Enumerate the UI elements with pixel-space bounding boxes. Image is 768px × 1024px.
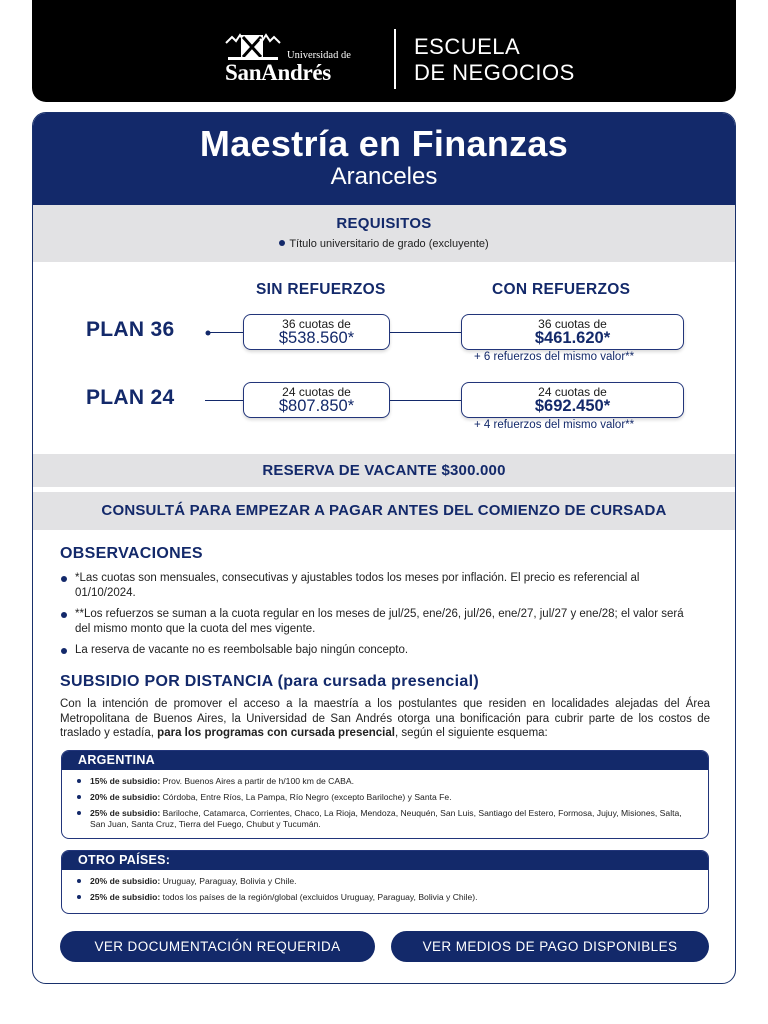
list-item <box>90 892 696 903</box>
page-subtitle: Aranceles <box>330 163 438 190</box>
subsidy-regions: Bariloche, Catamarca, Corrientes, Chaco, La Rioja, Mendoza, Neuquén, San Luis, Santiago del Estero, Formosa, Jujuy, Misiones, Salta, San Juan, Santa Cruz, Tierra del Fuego, Chubut y Tucumán. <box>90 808 682 829</box>
subsidy-label: 20% de subsidio: <box>90 792 161 802</box>
subsidy-label: 20% de subsidio: <box>90 876 161 886</box>
view-documentation-button[interactable]: VER DOCUMENTACIÓN REQUERIDA <box>60 931 375 962</box>
subsidy-regions: Prov. Buenos Aires a partir de h/100 km de CABA. <box>160 776 354 786</box>
view-payment-methods-button[interactable]: VER MEDIOS DE PAGO DISPONIBLES <box>391 931 709 962</box>
requirements-item <box>33 238 735 250</box>
plan-36-label: PLAN 36 <box>86 318 175 341</box>
bullet-icon <box>61 612 67 618</box>
consult-band: CONSULTÁ PARA EMPEZAR A PAGAR ANTES DEL COMIENZO DE CURSADA <box>33 492 735 530</box>
argentina-title: ARGENTINA <box>62 751 708 770</box>
bullet-icon <box>61 576 67 582</box>
subsidy-label: 25% de subsidio: <box>90 892 161 902</box>
connector-dot-icon <box>204 329 212 337</box>
requirements-title: REQUISITOS <box>336 215 432 232</box>
bullet-icon <box>279 240 285 246</box>
school-line-2: DE NEGOCIOS <box>414 60 575 85</box>
connector-line <box>390 400 461 401</box>
requirements-item-text: Título universitario de grado (excluyente) <box>289 238 489 250</box>
subsidy-label: 15% de subsidio: <box>90 776 161 786</box>
argentina-list <box>62 770 708 830</box>
requirements-section <box>33 205 735 262</box>
connector-line <box>390 332 461 333</box>
argentina-box <box>61 750 709 839</box>
observation-item <box>61 607 701 637</box>
university-name: SanAndrés <box>225 60 331 85</box>
subsidy-regions: todos los países de la región/global (excluidos Uruguay, Paraguay, Bolivia y Chile). <box>160 892 478 902</box>
subsidy-intro-end: , según el siguiente esquema: <box>394 727 548 739</box>
plan-36-with-note: + 6 refuerzos del mismo valor** <box>474 351 635 363</box>
observation-item <box>61 571 701 601</box>
subsidy-intro <box>60 697 710 741</box>
reserve-band: RESERVA DE VACANTE $300.000 <box>33 454 735 487</box>
subsidy-label: 25% de subsidio: <box>90 808 161 818</box>
plan-24-with-price: $692.450* <box>534 397 611 415</box>
plan-36-without-installments: 36 cuotas de <box>282 317 351 331</box>
subsidy-regions: Córdoba, Entre Ríos, La Pampa, Río Negro (excepto Bariloche) y Santa Fe. <box>160 792 452 802</box>
subsidy-intro-text: Con la intención de promover el acceso a la maestría a los postulantes que residen en localidades alejadas del Área Metropolitana de Buenos Aires, la Universidad de San Andrés otorga una bonificación para cubrir parte de los costos de traslado y estadía, <box>60 698 710 739</box>
plan-24-with-installments: 24 cuotas de <box>538 385 607 399</box>
subsidy-regions: Uruguay, Paraguay, Bolivia y Chile. <box>160 876 297 886</box>
plan-36-without-price: $538.560* <box>278 329 355 347</box>
observation-text: **Los refuerzos se suman a la cuota regular en los meses de jul/25, ene/26, jul/26, ene/27, jul/27 y ene/28; el valor será del mismo monto que la cuota del mes vigente. <box>75 608 684 635</box>
university-prefix: Universidad de <box>287 50 351 61</box>
list-item <box>90 792 696 803</box>
observation-text: La reserva de vacante no es reembolsable bajo ningún concepto. <box>75 644 409 656</box>
subsidy-intro-bold: para los programas con cursada presencial <box>157 727 395 739</box>
page-title: Maestría en Finanzas <box>199 123 569 164</box>
plan-36-with-installments: 36 cuotas de <box>538 317 607 331</box>
header-bar <box>32 0 736 102</box>
other-countries-list <box>62 870 708 903</box>
hero-banner <box>33 113 735 205</box>
crest-icon <box>224 33 282 61</box>
list-item <box>90 808 696 830</box>
other-countries-title: OTRO PAÍSES: <box>62 851 708 870</box>
connector-line <box>205 400 243 401</box>
connector-line <box>207 332 243 333</box>
list-item <box>90 776 696 787</box>
other-countries-box <box>61 850 709 914</box>
university-logo[interactable] <box>192 30 377 86</box>
plan-24-without-price: $807.850* <box>278 397 355 415</box>
observation-item <box>61 643 701 658</box>
column-header-with: CON REFUERZOS <box>492 281 631 298</box>
plan-36-with-box <box>461 314 684 350</box>
plan-24-with-box <box>461 382 684 418</box>
pricing-card <box>32 112 736 984</box>
school-line-1: ESCUELA <box>414 34 521 59</box>
plan-24-without-installments: 24 cuotas de <box>282 385 351 399</box>
header-divider <box>394 29 396 89</box>
plan-36-with-price: $461.620* <box>534 329 611 347</box>
list-item <box>90 876 696 887</box>
school-name <box>414 34 575 86</box>
observation-text: *Las cuotas son mensuales, consecutivas y ajustables todos los meses por inflación. El precio es referencial al 01/10/2024. <box>75 572 640 599</box>
plan-36-without-box <box>243 314 390 350</box>
observations-title: OBSERVACIONES <box>60 545 203 562</box>
plan-24-with-note: + 4 refuerzos del mismo valor** <box>474 419 635 431</box>
subsidy-title: SUBSIDIO POR DISTANCIA (para cursada presencial) <box>60 673 479 690</box>
bullet-icon <box>61 648 67 654</box>
column-header-without: SIN REFUERZOS <box>256 281 386 298</box>
plan-24-label: PLAN 24 <box>86 386 175 409</box>
plan-24-without-box <box>243 382 390 418</box>
